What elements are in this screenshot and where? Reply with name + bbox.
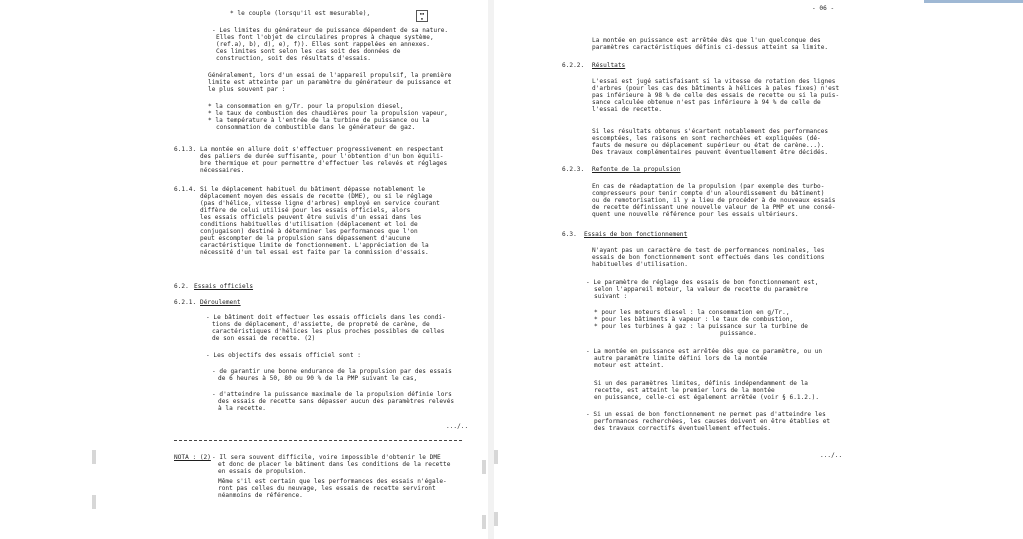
doc-line: pas inférieure à 98 % de celle des essais de recette ou si la puis- bbox=[592, 92, 840, 99]
doc-line: des essais de recette sans dépasser aucun des paramètres relevés bbox=[218, 398, 455, 405]
doc-line: L'essai est jugé satisfaisant si la vitesse de rotation des lignes bbox=[592, 78, 836, 85]
doc-line: puissance. bbox=[720, 330, 757, 337]
section-number: 6.1.4. bbox=[174, 186, 197, 193]
section-number: 6.2.3. bbox=[562, 166, 585, 173]
doc-line: - Le bâtiment doit effectuer les essais officiels dans les condi- bbox=[206, 314, 446, 321]
doc-line: Même s'il est certain que les performances des essais n'égale- bbox=[218, 478, 447, 485]
doc-line: ront pas celles du neuvage, les essais de recette serviront bbox=[218, 485, 436, 492]
doc-line: (ref.a), b), d), e), f)). Elles sont rappelées en annexes. bbox=[216, 41, 430, 48]
section-number: 6.3. bbox=[562, 231, 577, 238]
doc-line: conjugaison) destiné à déterminer les performances que l'on bbox=[200, 228, 418, 235]
doc-line: déplacement moyen des essais de recette (DME), ou si le réglage bbox=[200, 193, 433, 200]
doc-line: En cas de réadaptation de la propulsion (par exemple des turbo- bbox=[592, 183, 825, 190]
section-number: 6.1.3. bbox=[174, 146, 197, 153]
doc-line: limite est atteinte par un paramètre du générateur de puissance et bbox=[208, 79, 452, 86]
stamp-icon: ▪▪ ▪ bbox=[416, 10, 428, 22]
doc-line: construction, soit des résultats d'essais. bbox=[216, 55, 371, 62]
doc-line: quent une nouvelle référence pour les essais ultérieurs. bbox=[592, 211, 799, 218]
doc-line: * pour les turbines à gaz : la puissance sur la turbine de bbox=[594, 323, 808, 330]
doc-line: caractéristique limite de fonctionnement. L'appréciation de la bbox=[200, 242, 429, 249]
section-heading: Résultats bbox=[592, 62, 626, 69]
doc-line: l'essai de recette. bbox=[592, 106, 663, 113]
doc-line: * pour les moteurs diesel : la consommation en g/Tr., bbox=[594, 309, 790, 316]
continuation-mark: .../.. bbox=[820, 452, 843, 459]
document-page-left bbox=[88, 0, 488, 539]
doc-line: habituelles d'utilisation. bbox=[592, 261, 688, 268]
doc-line: conditions habituelles d'utilisation (déplacement et loi de bbox=[200, 221, 418, 228]
doc-line: Si le déplacement habituel du bâtiment dépasse notablement le bbox=[200, 186, 426, 193]
doc-line: * pour les bâtiments à vapeur : le taux de combustion, bbox=[594, 316, 794, 323]
doc-line: - de garantir une bonne endurance de la propulsion par des essais bbox=[212, 368, 452, 375]
doc-line: recette, est atteint le premier lors de la montée bbox=[594, 387, 775, 394]
doc-line: bre thermique et pour permettre d'effectuer les relevés et réglages bbox=[200, 160, 448, 167]
doc-line: (pas d'hélice, vitesse ligne d'arbres) employé en service courant bbox=[200, 200, 440, 207]
doc-line: Si un des paramètres limites, définis indépendamment de la bbox=[594, 380, 808, 387]
doc-line: tions de déplacement, d'assiette, de propreté de carène, de bbox=[212, 321, 430, 328]
doc-line: de son essai de recette. (2) bbox=[212, 335, 316, 342]
binding-hole-mark bbox=[494, 512, 498, 526]
doc-line: * le couple (lorsqu'il est mesurable), bbox=[230, 10, 371, 17]
doc-line: performances recherchées, les causes doivent en être établies et bbox=[594, 418, 831, 425]
doc-line: compresseurs pour tenir compte d'un alourdissement du bâtiment) bbox=[592, 190, 825, 197]
doc-line: Généralement, lors d'un essai de l'appareil propulsif, la première bbox=[208, 72, 452, 79]
section-heading: Essais de bon fonctionnement bbox=[584, 231, 688, 238]
section-heading: Essais officiels bbox=[194, 283, 254, 290]
doc-line: * la consommation en g/Tr. pour la propulsion diesel, bbox=[208, 103, 404, 110]
doc-line: à la recette. bbox=[218, 405, 266, 412]
doc-line: - Il sera souvent difficile, voire impossible d'obtenir le DME bbox=[212, 454, 441, 461]
doc-line: sance calculée obtenue n'est pas inférieure à 94 % de celle de bbox=[592, 99, 821, 106]
doc-line: Elles font l'objet de circulaires propres à chaque système, bbox=[216, 34, 434, 41]
doc-line: La montée en allure doit s'effectuer progressivement en respectant bbox=[200, 146, 444, 153]
doc-line: ou de remotorisation, il y a lieu de procéder à de nouveaux essais bbox=[592, 197, 836, 204]
doc-line: des travaux correctifs éventuellement effectués. bbox=[594, 425, 772, 432]
section-number: 6.2. bbox=[174, 283, 189, 290]
note-label: NOTA : (2) bbox=[174, 454, 211, 461]
binding-hole-mark bbox=[482, 515, 486, 529]
doc-line: suivant : bbox=[594, 293, 628, 300]
continuation-mark: .../.. bbox=[446, 423, 469, 430]
doc-line: paramètres caractéristiques définis ci-dessus atteint sa limite. bbox=[592, 44, 829, 51]
doc-line: essais de bon fonctionnement sont effectués dans les conditions bbox=[592, 254, 825, 261]
doc-line: et donc de placer le bâtiment dans les conditions de la recette bbox=[218, 461, 451, 468]
doc-line: nécessité d'un tel essai est faite par la commission d'essais. bbox=[200, 249, 429, 256]
doc-line: N'ayant pas un caractère de test de performances nominales, les bbox=[592, 247, 825, 254]
doc-line: de 6 heures à 50, 80 ou 90 % de la PMP suivant le cas, bbox=[218, 375, 418, 382]
doc-line: Des travaux complémentaires peuvent éventuellement être décidés. bbox=[592, 149, 829, 156]
doc-line: fauts de mesure ou déplacement supérieur ou état de carène...). bbox=[592, 142, 825, 149]
binding-hole-mark bbox=[92, 495, 96, 509]
section-number: 6.2.2. bbox=[562, 62, 585, 69]
doc-line: consommation de combustible dans le générateur de gaz. bbox=[216, 124, 416, 131]
doc-line: escomptées, les raisons en sont recherchées et expliquées (dé- bbox=[592, 135, 821, 142]
doc-line: nécessaires. bbox=[200, 167, 245, 174]
doc-line: diffère de celui utilisé pour les essais officiels, alors bbox=[200, 207, 411, 214]
doc-line: d'arbres (pour les cas des bâtiments à hélices à pales fixes) n'est bbox=[592, 85, 840, 92]
doc-line: - La montée en puissance est arrêtée dès que ce paramètre, ou un bbox=[586, 348, 823, 355]
doc-line: caractéristiques d'hélices les plus proches possibles de celles bbox=[212, 328, 445, 335]
section-number: 6.2.1. bbox=[174, 299, 197, 306]
doc-line: moteur est atteint. bbox=[594, 362, 665, 369]
doc-line: de recette définissant une nouvelle valeur de la PMP et une consé- bbox=[592, 204, 836, 211]
doc-line: en puissance, celle-ci est également arrêtée (voir § 6.1.2.). bbox=[594, 394, 820, 401]
binding-hole-mark bbox=[92, 450, 96, 464]
doc-line: en essais de propulsion. bbox=[218, 468, 307, 475]
doc-line: - d'atteindre la puissance maximale de la propulsion définie lors bbox=[212, 391, 452, 398]
doc-line: peut escompter de la propulsion sans dépassement d'aucune bbox=[200, 235, 411, 242]
doc-line: La montée en puissance est arrêtée dès que l'un quelconque des bbox=[592, 37, 821, 44]
doc-line: le plus souvent par : bbox=[208, 86, 286, 93]
doc-line: des paliers de durée suffisante, pour l'obtention d'un bon équili- bbox=[200, 153, 444, 160]
document-page-right bbox=[494, 0, 924, 539]
doc-line: les essais officiels peuvent être suivis d'un essai dans les bbox=[200, 214, 422, 221]
doc-line: - Le paramètre de réglage des essais de bon fonctionnement est, bbox=[586, 279, 819, 286]
page-number: - 06 - bbox=[812, 5, 835, 12]
doc-line: néanmoins de référence. bbox=[218, 492, 303, 499]
separator-line bbox=[174, 440, 462, 441]
doc-line: selon l'appareil moteur, la valeur de recette du paramètre bbox=[594, 286, 808, 293]
doc-line: - Si un essai de bon fonctionnement ne permet pas d'atteindre les bbox=[586, 411, 826, 418]
doc-line: Ces limites sont selon les cas soit des données de bbox=[216, 48, 401, 55]
doc-line: - Les limites du générateur de puissance dépendent de sa nature. bbox=[212, 27, 449, 34]
doc-line: Si les résultats obtenus s'écartent notablement des performances bbox=[592, 128, 829, 135]
section-heading: Refonte de la propulsion bbox=[592, 166, 681, 173]
doc-line: * le taux de combustion des chaudières pour la propulsion vapeur, bbox=[208, 110, 448, 117]
binding-hole-mark bbox=[482, 460, 486, 474]
doc-line: autre paramètre limite défini lors de la montée bbox=[594, 355, 768, 362]
section-heading: Déroulement bbox=[200, 299, 241, 306]
doc-line: - Les objectifs des essais officiel sont : bbox=[206, 352, 361, 359]
binding-hole-mark bbox=[494, 450, 498, 464]
doc-line: * la température à l'entrée de la turbine de puissance ou la bbox=[208, 117, 430, 124]
